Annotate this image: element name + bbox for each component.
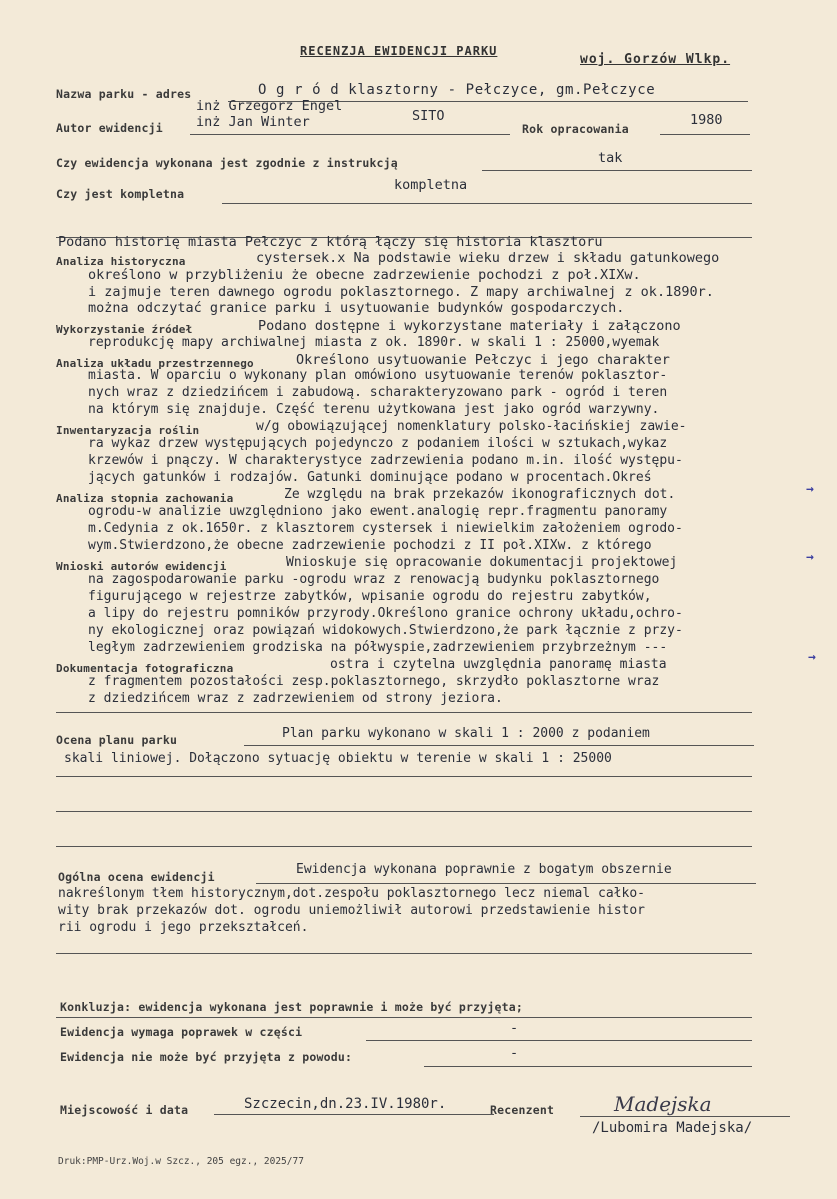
- general-label: Ogólna ocena ewidencji: [58, 870, 215, 884]
- general-line-2: nakreślonym tłem historycznym,dot.zespołu poklasztornego lecz niemal całko-: [58, 886, 645, 901]
- instruction-label: Czy ewidencja wykonana jest zgodnie z instrukcją: [56, 156, 398, 170]
- section-label-photos: Dokumentacja fotograficzna: [56, 662, 234, 675]
- conclusion-label-2: Ewidencja wymaga poprawek w części: [60, 1025, 303, 1039]
- signature-rule: [580, 1116, 790, 1117]
- conclusion-value-2: -: [510, 1020, 519, 1036]
- conclusion-label-3: Ewidencja nie może być przyjęta z powodu:: [60, 1050, 353, 1064]
- section-label-historical: Analiza historyczna: [56, 255, 186, 268]
- body-line: ny ekologicznej oraz powiązań widokowych.Stwierdzono,że park łącznie z przy-: [88, 623, 683, 638]
- year-label: Rok opracowania: [522, 122, 629, 136]
- author-institution: SITO: [412, 108, 445, 124]
- body-line: figurującego w rejestrze zabytków, wpisanie ogrodu do rejestru zabytków,: [88, 589, 652, 604]
- region-label: woj. Gorzów Wlkp.: [580, 52, 731, 67]
- reviewer-name: /Lubomira Madejska/: [592, 1120, 753, 1136]
- plan-line-1: Plan parku wykonano w skali 1 : 2000 z podaniem: [282, 726, 650, 741]
- continuation-arrow-icon: →: [806, 482, 814, 497]
- author-rule: [190, 134, 510, 135]
- body-line: Określono usytuowanie Pełczyc i jego charakter: [296, 352, 670, 368]
- body-line: ogrodu-w analizie uwzględniono jako ewent.analogię repr.fragmentu panoramy: [88, 504, 668, 519]
- body-line: określono w przybliżeniu że obecne zadrzewienie pochodzi z poł.XIXw.: [88, 267, 641, 283]
- complete-value: kompletna: [394, 177, 468, 193]
- plan-rule: [56, 846, 752, 847]
- park-name-label: Nazwa parku - adres: [56, 87, 192, 101]
- body-line: w/g obowiązującej nomenklatury polsko-łacińskiej zawie-: [256, 419, 687, 434]
- section-label-preservation: Analiza stopnia zachowania: [56, 492, 234, 505]
- plan-rule: [56, 811, 752, 812]
- conclusion-line-1: Konkluzja: ewidencja wykonana jest poprawnie i może być przyjęta;: [60, 1000, 524, 1014]
- body-line: Podano dostępne i wykorzystane materiały i załączono: [258, 318, 681, 334]
- plan-rule: [56, 776, 752, 777]
- plan-line-2: skali liniowej. Dołączono sytuację obiektu w terenie w skali 1 : 25000: [64, 751, 612, 766]
- body-line: można odczytać granice parku i usytuowanie budynków gospodarczych.: [88, 300, 625, 316]
- body-end-rule: [56, 712, 752, 713]
- general-line-1: Ewidencja wykonana poprawnie z bogatym obszernie: [296, 862, 672, 877]
- body-line: krzewów i pnączy. W charakterystyce zadrzewienia podano m.in. ilość występu-: [88, 453, 683, 468]
- section-label-spatial: Analiza układu przestrzennego: [56, 357, 254, 370]
- body-line: i zajmuje teren dawnego ogrodu poklasztornego. Z mapy archiwalnej z ok.1890r.: [88, 284, 714, 300]
- general-rule: [56, 953, 752, 954]
- reviewer-label: Recenzent: [490, 1103, 555, 1117]
- print-note: Druk:PMP-Urz.Woj.w Szcz., 205 egz., 2025/77: [58, 1156, 304, 1167]
- body-line: na zagospodarowanie parku -ogrodu wraz z renowacją budynku poklasztornego: [88, 572, 660, 587]
- general-rule: [256, 883, 756, 884]
- conclusion-value-3: -: [510, 1045, 519, 1061]
- complete-label: Czy jest kompletna: [56, 187, 185, 201]
- plan-label: Ocena planu parku: [56, 733, 178, 747]
- instruction-value: tak: [598, 150, 623, 166]
- year-value: 1980: [690, 112, 723, 128]
- park-name-value: O g r ó d klasztorny - Pełczyce, gm.Pełczyce: [258, 82, 656, 98]
- year-rule: [660, 134, 750, 135]
- signature: Madejska: [614, 1092, 712, 1116]
- body-line: jących gatunków i rodzajów. Gatunki dominujące podano w procentach.Okreś: [88, 470, 652, 485]
- body-line: m.Cedynia z ok.1650r. z klasztorem cystersek i niewielkim założeniem ogrodo-: [88, 521, 683, 536]
- form-title: RECENZJA EWIDENCJI PARKU: [300, 44, 498, 58]
- body-line: ra wykaz drzew występujących pojedynczo z podaniem ilości w sztukach,wykaz: [88, 436, 668, 451]
- plan-rule: [244, 745, 754, 746]
- body-line: Podano historię miasta Pełczyc z którą łączy się historia klasztoru: [58, 234, 603, 250]
- body-line: reprodukcję mapy archiwalnej miasta z ok. 1890r. w skali 1 : 25000,wyemak: [88, 335, 660, 350]
- body-line: ległym zadrzewieniem grodziska na półwyspie,zadrzewieniem przybrzeżnym ---: [88, 640, 668, 655]
- continuation-arrow-icon: →: [808, 650, 816, 665]
- body-line: wym.Stwierdzono,że obecne zadrzewienie pochodzi z II poł.XIXw. z którego: [88, 538, 652, 553]
- place-date-rule: [214, 1114, 494, 1115]
- section-label-sources: Wykorzystanie źródeł: [56, 323, 193, 336]
- conclusion-rule: [56, 1017, 752, 1018]
- body-line: na którym się znajduje. Część terenu użytkowana jest jako ogród warzywny.: [88, 402, 660, 417]
- body-line: nych wraz z dziedzińcem i zabudową. scharakteryzowano park - ogród i teren: [88, 385, 668, 400]
- conclusion-rule: [366, 1040, 752, 1041]
- author-value-1: inż Grzegorz Engel: [196, 98, 343, 114]
- section-label-conclusions: Wnioski autorów ewidencji: [56, 560, 227, 573]
- body-line: Ze względu na brak przekazów ikonograficznych dot.: [284, 487, 676, 502]
- author-label: Autor ewidencji: [56, 121, 163, 135]
- place-date-label: Miejscowość i data: [60, 1103, 189, 1117]
- body-line: Wnioskuje się opracowanie dokumentacji projektowej: [286, 555, 678, 570]
- general-line-3: wity brak przekazów dot. ogrodu uniemożliwił autorowi przedstawienie histor: [58, 903, 645, 918]
- general-line-4: rii ogrodu i jego przekształceń.: [58, 920, 309, 935]
- section-label-inventory: Inwentaryzacja roślin: [56, 424, 200, 437]
- complete-rule: [222, 203, 752, 204]
- instruction-rule: [482, 170, 752, 171]
- body-line: z fragmentem pozostałości zesp.poklasztornego, skrzydło poklasztorne wraz: [88, 674, 660, 689]
- body-line: miasta. W oparciu o wykonany plan omówiono usytuowanie terenów poklasztor-: [88, 368, 668, 383]
- body-line: a lipy do rejestru pomników przyrody.Określono granice ochrony układu,ochro-: [88, 606, 683, 621]
- continuation-arrow-icon: →: [806, 550, 814, 565]
- body-line: z dziedzińcem wraz z zadrzewieniem od strony jeziora.: [88, 691, 503, 706]
- body-line: ostra i czytelna uwzględnia panoramę miasta: [330, 657, 667, 672]
- conclusion-rule: [424, 1066, 752, 1067]
- body-line: cystersek.x Na podstawie wieku drzew i składu gatunkowego: [256, 250, 720, 266]
- author-value-2: inż Jan Winter: [196, 114, 310, 130]
- place-date-value: Szczecin,dn.23.IV.1980r.: [244, 1096, 447, 1112]
